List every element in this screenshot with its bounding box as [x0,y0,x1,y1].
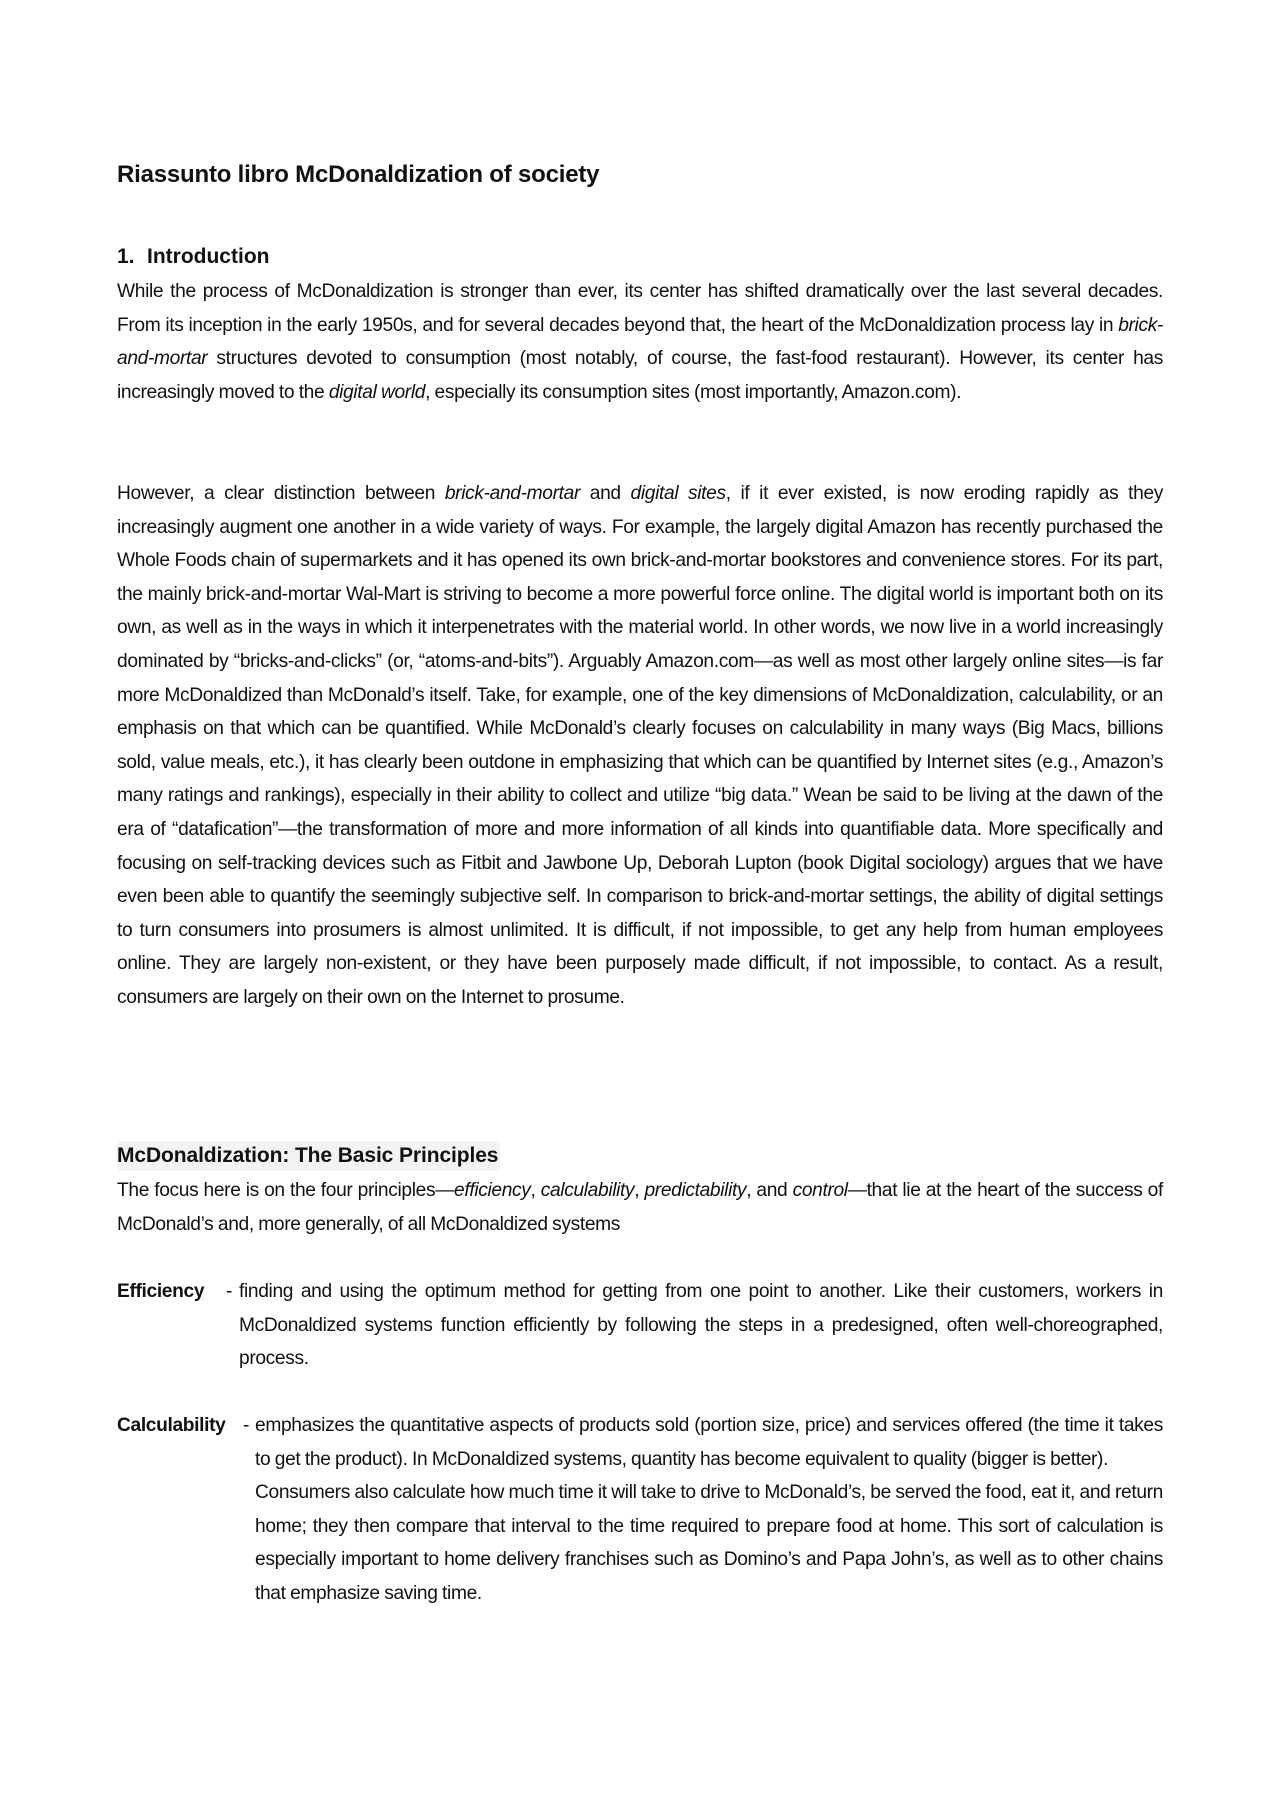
document-title: Riassunto libro McDonaldization of society [117,161,600,188]
definition-text: emphasizes the quantitative aspects of products sold (portion size, price) and services offered (the time it takes to get the product). In McDonaldized systems, quantity has become equivalent to quality (bigger is better). [255,1415,1163,1470]
definition-term: Calculability [117,1415,226,1436]
text-run: —that lie at the heart of the success of McDonald’s and, more generally, of all McDonaldized systems [117,1180,1163,1235]
text-run: , [634,1180,645,1201]
section-heading-introduction [117,242,269,272]
intro-paragraph-2 [117,477,1163,1015]
intro-paragraph-1 [117,275,1163,409]
italic-run: brick-and-mortar [444,483,580,504]
text-run: , if it ever existed, is now eroding rapidly as they increasingly augment one another in a wide variety of ways. For example, the largely digital Amazon has recently purchased the Whole Foods chain of supermarkets and it has opened its own brick-and-mortar bookstores and convenience stores. For its part, the mainly brick-and-mortar Wal-Mart is striving to become a more powerful force online. The digital world is important both on its own, as well as in the ways in which it interpenetrates with the material world. In other words, we now live in a world increasingly dominated by “bricks-and-clicks” (or, “atoms-and-bits”). Arguably Amazon.com—as well as most other largely online sites—is far more McDonaldized than McDonald’s itself. Take, for example, one of the key dimensions of McDonaldization, calculability, or an emphasis on that which can be quantified. While McDonald’s clearly focuses on calculability in many ways (Big Macs, billions sold, value meals, etc.), it has clearly been outdone in emphasizing that which can be quantified by Internet sites (e.g., Amazon’s many ratings and rankings), especially in their ability to collect and utilize “big data.” Wean be said to be living at the dawn of the era of “datafication”—the transformation of more and more information of all kinds into quantifiable data. More specifically and focusing on self-tracking devices such as Fitbit and Jawbone Up, Deborah Lupton (book Digital sociology) argues that we have even been able to quantify the seemingly subjective self. In comparison to brick-and-mortar settings, the ability of digital settings to turn consumers into prosumers is almost unlimited. It is difficult, if not impossible, to get any help from human employees online. They are largely non-existent, or they have been purposely made difficult, if not impossible, to contact. As a result, consumers are largely on their own on the Internet to prosume. [117,483,1164,1008]
definition-separator: - [243,1415,250,1436]
section-heading-text: Introduction [147,245,270,268]
definition-body [255,1409,1163,1611]
principles-intro-paragraph [117,1174,1163,1241]
italic-run: predictability [644,1180,747,1201]
italic-run: brick-and-mortar [117,314,1163,370]
text-run: and [580,483,631,504]
definition-text: finding and using the optimum method for getting from one point to another. Like their customers, workers in McDonaldized systems function efficiently by following the steps in a predesigned, often well-choreographed, process. [239,1281,1163,1370]
definition-text-continued: Consumers also calculate how much time it will take to drive to McDonald’s, be served the food, eat it, and return home; they then compare that interval to the time required to prepare food at home. This sort of calculation is especially important to home delivery franchises such as Domino’s and Papa John’s, as well as to other chains that emphasize saving time. [255,1482,1163,1604]
text-run: , and [746,1180,793,1201]
section-number: 1. [117,245,135,268]
text-run: However, a clear distinction between [117,483,445,504]
italic-run: digital world [328,381,426,403]
text-run: , especially its consumption sites (most importantly, Amazon.com). [425,381,962,403]
italic-run: control [792,1180,848,1201]
italic-run: efficiency [454,1180,531,1201]
text-run: The focus here is on the four principles— [117,1180,455,1201]
text-run: structures devoted to consumption (most notably, of course, the fast-food restaurant). However, its center has increasingly moved to the [117,348,1163,403]
italic-run: digital sites [630,483,726,504]
definition-term: Efficiency [117,1281,205,1302]
italic-run: calculability [540,1180,635,1201]
text-run: While the process of McDonaldization is stronger than ever, its center has shifted dramatically over the last several decades. From its inception in the early 1950s, and for several decades beyond that, the heart of the McDonaldization process lay in [117,281,1163,336]
section-heading-basic-principles: McDonaldization: The Basic Principles [117,1141,500,1171]
definition-separator: - [226,1281,233,1302]
definition-body [239,1275,1163,1376]
text-run: , [530,1180,541,1201]
